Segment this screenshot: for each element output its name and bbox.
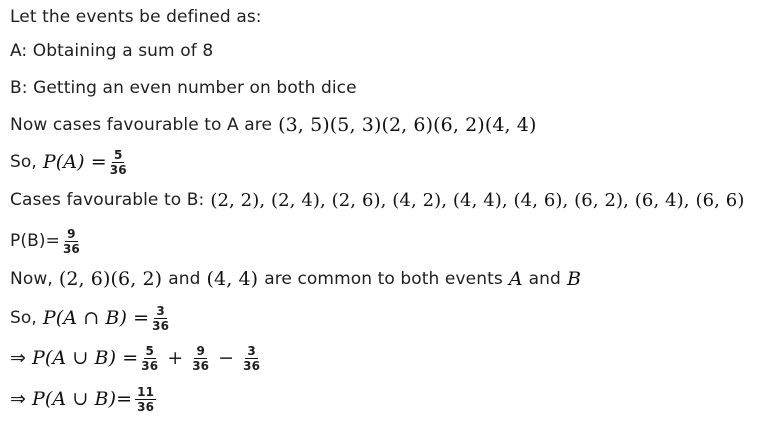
- union-result-line: [10, 384, 159, 414]
- intro-text: Let the events be defined as:: [10, 7, 262, 27]
- event-a-text: A: Obtaining a sum of 8: [10, 41, 214, 61]
- union-result-fraction: [135, 386, 156, 413]
- union-term-2-numerator: 9: [196, 343, 205, 358]
- intro-line: [10, 2, 262, 32]
- union-result-numerator: 11: [137, 384, 155, 399]
- common-text-and-2: and: [528, 269, 561, 289]
- intersection-fraction: [152, 305, 169, 332]
- cases-b-line: [10, 185, 744, 215]
- minus-sign: −: [218, 347, 235, 369]
- union-expr: P(A ∪ B) =: [32, 347, 139, 369]
- prob-a-numerator: 5: [114, 147, 123, 162]
- common-text-events: are common to both events: [264, 269, 503, 289]
- cases-b-text: Cases favourable to B:: [10, 190, 205, 210]
- event-b-symbol: B: [566, 268, 581, 290]
- union-result-expr: P(A ∪ B)=: [32, 388, 133, 410]
- common-text-now: Now,: [10, 269, 53, 289]
- prob-b-denominator: 36: [62, 241, 80, 256]
- event-a-symbol: A: [508, 268, 523, 290]
- union-term-1-denominator: 36: [141, 358, 159, 373]
- event-b-definition: [10, 73, 357, 103]
- intersection-line: [10, 303, 172, 333]
- common-pairs-1: (2, 6)(6, 2): [58, 268, 163, 290]
- union-term-2: [192, 345, 209, 372]
- union-result-denominator: 36: [137, 399, 155, 414]
- union-term-3: [243, 345, 260, 372]
- prob-a-expr: P(A) =: [42, 151, 107, 173]
- union-term-1: [141, 345, 158, 372]
- cases-a-line: [10, 110, 537, 140]
- prob-b-text: P(B)=: [10, 231, 60, 251]
- prob-b-fraction: [63, 228, 80, 255]
- prob-a-denominator: 36: [109, 162, 127, 177]
- intersection-text: So,: [10, 308, 37, 328]
- prob-b-numerator: 9: [67, 226, 76, 241]
- intersection-expr: P(A ∩ B) =: [42, 307, 150, 329]
- event-a-definition: [10, 36, 213, 66]
- cases-b-list: (2, 2), (2, 4), (2, 6), (4, 2), (4, 4), (4, 6), (6, 2), (6, 4), (6, 6): [210, 189, 745, 211]
- cases-a-text: Now cases favourable to A are: [10, 115, 273, 135]
- common-cases-line: [10, 264, 581, 294]
- prob-a-line: [10, 147, 130, 177]
- union-term-3-numerator: 3: [247, 343, 256, 358]
- event-b-text: B: Getting an even number on both dice: [10, 78, 357, 98]
- union-term-3-denominator: 36: [243, 358, 261, 373]
- prob-b-line: [10, 226, 83, 256]
- plus-sign: +: [167, 347, 184, 369]
- implies-arrow-icon: ⇒: [10, 388, 27, 410]
- common-text-and: and: [168, 269, 201, 289]
- prob-a-fraction: [110, 149, 127, 176]
- prob-a-text: So,: [10, 152, 37, 172]
- union-term-1-numerator: 5: [145, 343, 154, 358]
- cases-a-list: (3, 5)(5, 3)(2, 6)(6, 2)(4, 4): [278, 114, 537, 136]
- intersection-numerator: 3: [156, 303, 165, 318]
- union-formula-line: [10, 343, 263, 373]
- common-pairs-2: (4, 4): [206, 268, 259, 290]
- union-term-2-denominator: 36: [192, 358, 210, 373]
- intersection-denominator: 36: [152, 318, 170, 333]
- implies-arrow-icon: ⇒: [10, 347, 27, 369]
